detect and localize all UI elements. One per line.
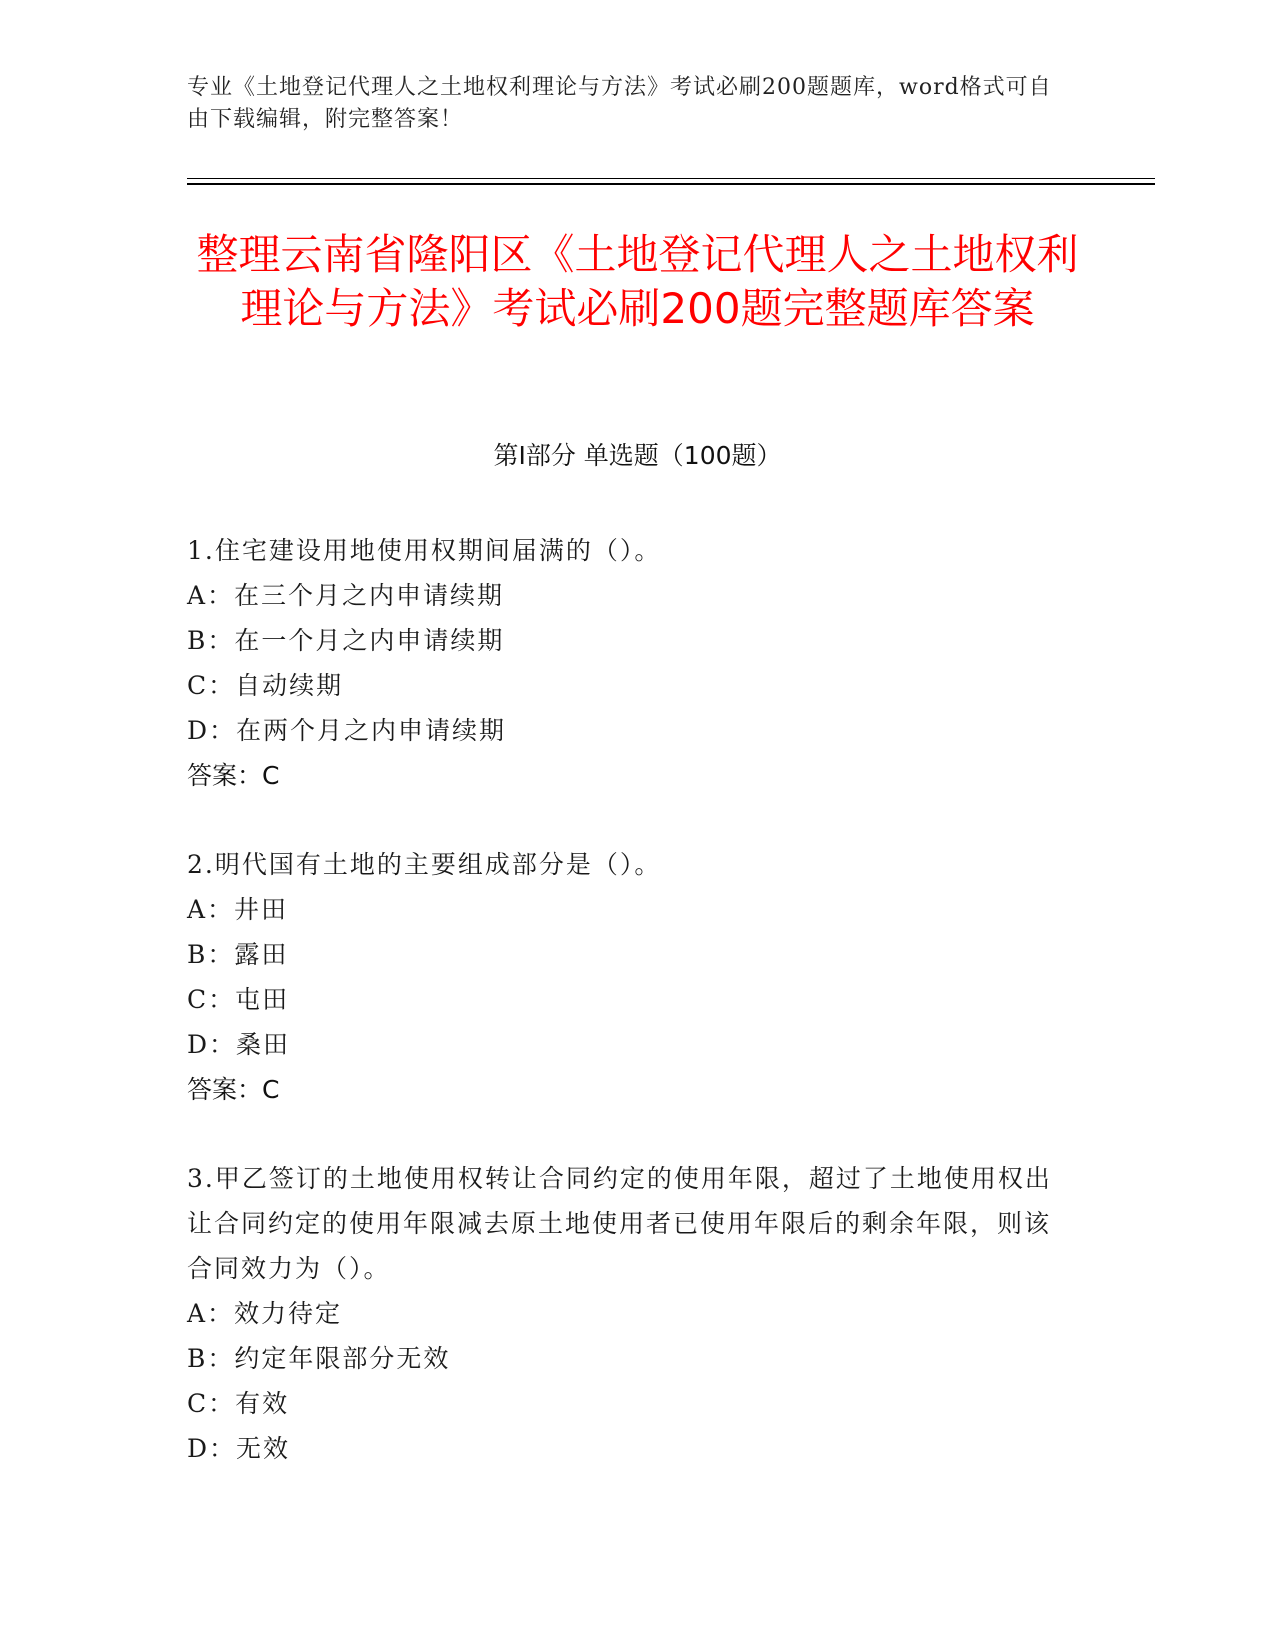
option-c: C：自动续期 [187, 671, 344, 700]
option-d: D：桑田 [187, 1030, 291, 1059]
option-c: C：屯田 [187, 985, 290, 1014]
question-2 [187, 842, 1067, 1112]
option-b: B：在一个月之内申请续期 [187, 626, 505, 655]
section-heading: 第Ⅰ部分 单选题（100题） [493, 441, 782, 470]
question-3 [187, 1156, 1067, 1471]
option-c: C：有效 [187, 1389, 290, 1418]
question-stem: 2.明代国有土地的主要组成部分是（）。 [187, 850, 662, 879]
question-stem: 3.甲乙签订的土地使用权转让合同约定的使用年限，超过了土地使用权出让合同约定的使用年限减去原土地使用者已使用年限后的剩余年限，则该合同效力为（）。 [187, 1164, 1052, 1283]
header-note: 专业《土地登记代理人之土地权利理论与方法》考试必刷200题题库，word格式可自由下载编辑，附完整答案！ [187, 75, 1052, 132]
header-divider-bottom [187, 183, 1155, 185]
option-a: A：效力待定 [187, 1299, 343, 1328]
option-a: A：井田 [187, 895, 289, 924]
option-b: B：露田 [187, 940, 289, 969]
answer-line: 答案：C [187, 1075, 280, 1104]
question-list [187, 528, 1067, 1515]
option-d: D：无效 [187, 1434, 291, 1463]
header-divider-top [187, 178, 1155, 179]
option-b: B：约定年限部分无效 [187, 1344, 451, 1373]
document-title: 整理云南省隆阳区《土地登记代理人之土地权利理论与方法》考试必刷200题完整题库答案 [196, 230, 1079, 333]
option-d: D：在两个月之内申请续期 [187, 716, 507, 745]
option-a: A：在三个月之内申请续期 [187, 581, 505, 610]
answer-line: 答案：C [187, 761, 280, 790]
question-stem: 1.住宅建设用地使用权期间届满的（）。 [187, 536, 662, 565]
question-1 [187, 528, 1067, 798]
